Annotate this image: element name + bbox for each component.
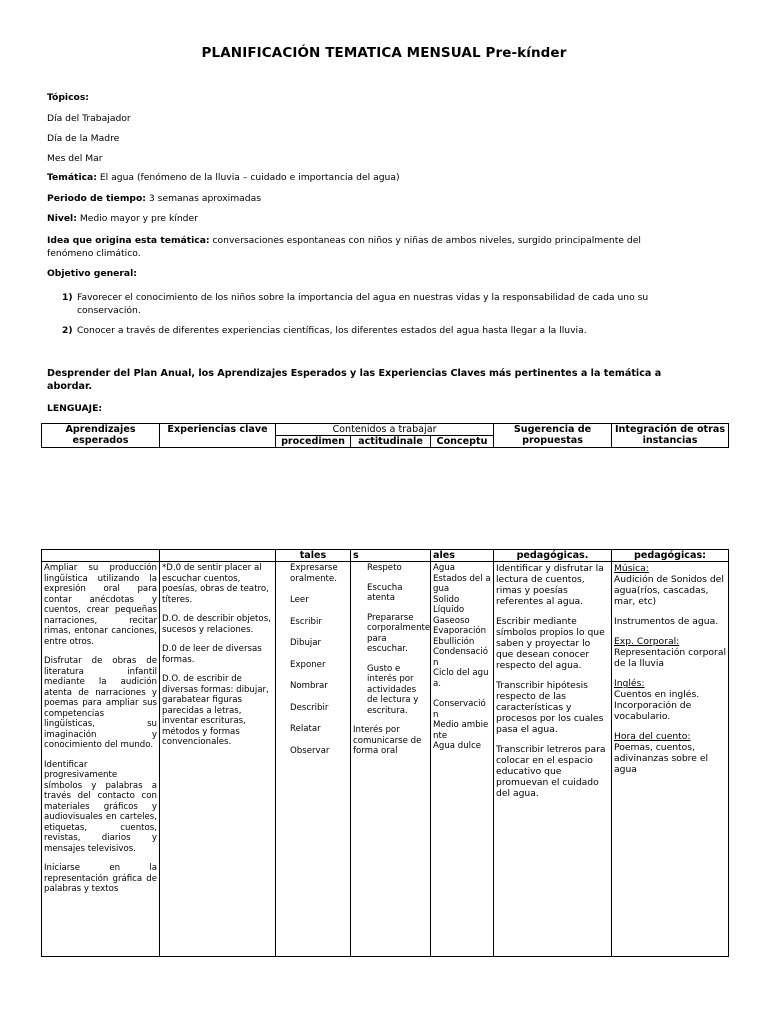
periodo-value: 3 semanas aproximadas bbox=[148, 193, 262, 204]
col-sugerencia-header: Sugerencia de propuestas bbox=[494, 424, 612, 448]
experiencia-item: D.O. de describir objetos, sucesos y relaciones. bbox=[162, 614, 271, 635]
procedimentales-cell bbox=[276, 562, 351, 957]
experiencia-item: *D.0 de sentir placer al escuchar cuentos, poesías, obras de teatro, títeres. bbox=[162, 563, 269, 605]
nivel-value: Medio mayor y pre kínder bbox=[79, 213, 198, 224]
sugerencias-cell bbox=[494, 562, 612, 957]
col-integracion-header: Integración de otras instancias bbox=[612, 424, 729, 448]
col-experiencias-header: Experiencias clave bbox=[160, 424, 276, 448]
col-contenidos-header: Contenidos a trabajar bbox=[276, 424, 494, 436]
objetivo-text: Favorecer el conocimiento de los niños sobre la importancia del agua en nuestras vidas y la responsabilidad de cada uno su conservación. bbox=[77, 292, 649, 316]
procedimental-item: Leer bbox=[290, 595, 309, 605]
idea-paragraph bbox=[47, 234, 687, 260]
aprendizaje-item: Disfrutar de obras de literatura infantil mediante la audición atenta de narraciones y poemas para ampliar sus competencias lingüísticas, su imaginación y conocimiento del mundo. bbox=[44, 656, 157, 750]
col-procedimentales-header-cont: tales bbox=[276, 550, 351, 562]
integracion-heading: Exp. Corporal: bbox=[614, 636, 680, 647]
conceptual-item: Ebullición bbox=[433, 636, 475, 647]
procedimental-item: Expresarse oralmente. bbox=[290, 563, 338, 584]
nivel-label: Nivel: bbox=[47, 213, 77, 224]
procedimental-item: Exponer bbox=[290, 659, 326, 670]
objetivo-number: 2) bbox=[62, 325, 73, 336]
integracion-text: Audición de Sonidos del agua(ríos, cascadas, mar, etc) bbox=[614, 574, 724, 607]
actitudinal-item: Gusto e interés por actividades de lectura y escritura. bbox=[367, 663, 419, 716]
aprendizaje-item: Ampliar su producción lingüística utilizando la expresión oral para contar anécdotas y cuentos, crear pequeñas narraciones, recitar rimas, entonar canciones, entre otros. bbox=[44, 563, 157, 647]
col-aprendizajes-header: Aprendizajes esperados bbox=[42, 424, 160, 448]
col-conceptuales-header-cont: ales bbox=[431, 550, 494, 562]
procedimental-item: Describir bbox=[290, 702, 329, 713]
col-conceptuales-header: Conceptu bbox=[431, 436, 494, 448]
conceptual-item: Ciclo del agua. bbox=[433, 668, 489, 689]
procedimental-item: Nombrar bbox=[290, 681, 328, 691]
conceptual-item: Medio ambiente bbox=[433, 720, 489, 741]
page-title: PLANIFICACIÓN TEMATICA MENSUAL Pre-kínder bbox=[201, 45, 567, 61]
actitudinal-item: Respeto bbox=[367, 563, 402, 573]
objetivo-number: 1) bbox=[62, 292, 73, 303]
header-table bbox=[41, 423, 729, 448]
aprendizajes-cell bbox=[42, 562, 160, 957]
objetivo-label: Objetivo general: bbox=[47, 268, 137, 279]
conceptual-item: Agua bbox=[433, 563, 456, 573]
aprendizaje-item: Identificar progresivamente símbolos y palabras a través del contacto con materiales gráficos y audiovisuales en carteles, etiquetas, cuentos, revistas, diarios y mensajes televisivos. bbox=[44, 759, 157, 854]
integracion-heading: Inglés: bbox=[614, 678, 645, 689]
objetivo-item bbox=[62, 291, 702, 317]
conceptuales-cell bbox=[431, 562, 494, 957]
conceptual-item: Gaseoso bbox=[433, 615, 470, 626]
integracion-cell bbox=[612, 562, 729, 957]
aprendizaje-item: Iniciarse en la representación gráfica de palabras y textos bbox=[44, 863, 157, 894]
integracion-item bbox=[614, 563, 726, 607]
idea-value: conversaciones espontaneas con niños y niñas de ambos niveles, surgido principalmente del fenómeno climático. bbox=[47, 235, 641, 259]
desprender-heading: Desprender del Plan Anual, los Aprendizajes Esperados y las Experiencias Claves más pertinentes a la temática a abordar. bbox=[47, 368, 662, 392]
integracion-item bbox=[614, 616, 726, 627]
integracion-heading: Música: bbox=[614, 563, 649, 574]
periodo-label: Periodo de tiempo: bbox=[47, 193, 146, 204]
actitudinal-item: Interés por comunicarse de forma oral bbox=[353, 725, 422, 756]
col-actitudinales-header: actitudinale bbox=[351, 436, 431, 448]
integracion-text: Instrumentos de agua. bbox=[614, 616, 719, 627]
actitudinales-cell bbox=[351, 562, 431, 957]
conceptual-item: Solido bbox=[433, 594, 460, 605]
col-actitudinales-header-cont: s bbox=[351, 550, 431, 562]
experiencia-item: D.0 de leer de diversas formas. bbox=[162, 644, 262, 665]
integracion-text: Representación corporal de la lluvia bbox=[614, 647, 727, 669]
topicos-label: Tópicos: bbox=[47, 92, 89, 103]
actitudinal-item: Prepararse corporalmente para escuchar. bbox=[367, 612, 431, 654]
conceptual-item: Agua dulce bbox=[433, 741, 482, 751]
conceptual-item: Conservación bbox=[433, 699, 486, 720]
conceptual-item: Estados del agua bbox=[433, 573, 491, 594]
sugerencia-item: Escribir mediante símbolos propios lo que saben y proyectar lo que desean conocer respecto del agua. bbox=[496, 616, 605, 671]
sugerencia-item: Transcribir letreros para colocar en el espacio educativo que promuevan el cuidado del agua. bbox=[496, 744, 606, 799]
procedimental-item: Observar bbox=[290, 745, 330, 756]
actitudinal-item: Escucha atenta bbox=[367, 582, 403, 603]
sugerencia-item: Transcribir hipótesis respecto de las características y procesos por los cuales pasa el agua. bbox=[496, 680, 604, 735]
lenguaje-heading: LENGUAJE: bbox=[47, 403, 103, 414]
integracion-heading: Hora del cuento: bbox=[614, 731, 691, 742]
nivel-line bbox=[47, 213, 198, 224]
integracion-item bbox=[614, 678, 726, 722]
procedimental-item: Escribir bbox=[290, 616, 322, 627]
tematica-label: Temática: bbox=[47, 172, 97, 183]
tematica-line bbox=[47, 172, 400, 183]
conceptual-item: Condensación bbox=[433, 647, 489, 668]
integracion-text: Cuentos en inglés. Incorporación de vocabulario. bbox=[614, 689, 700, 722]
procedimental-item: Relatar bbox=[290, 724, 321, 734]
col-sugerencia-header-cont: pedagógicas. bbox=[494, 550, 612, 562]
conceptual-item: Líquido bbox=[433, 605, 465, 615]
periodo-line bbox=[47, 193, 261, 204]
topico-item: Mes del Mar bbox=[47, 153, 103, 164]
topico-item: Día de la Madre bbox=[47, 133, 120, 144]
sugerencia-item: Identificar y disfrutar la lectura de cuentos, rimas y poesías referentes al agua. bbox=[496, 563, 604, 607]
integracion-item bbox=[614, 636, 726, 669]
idea-label: Idea que origina esta temática: bbox=[47, 235, 210, 246]
col-procedimentales-header: procedimen bbox=[276, 436, 351, 448]
tematica-value: El agua (fenómeno de la lluvia – cuidado e importancia del agua) bbox=[99, 172, 400, 183]
experiencias-cell bbox=[160, 562, 276, 957]
col-integracion-header-cont: pedagógicas: bbox=[612, 550, 729, 562]
conceptual-item: Evaporación bbox=[433, 626, 487, 636]
topico-item: Día del Trabajador bbox=[47, 113, 131, 124]
objetivo-item bbox=[62, 324, 702, 337]
content-table bbox=[41, 549, 729, 957]
procedimental-item: Dibujar bbox=[290, 638, 322, 648]
objetivo-text: Conocer a través de diferentes experiencias científicas, los diferentes estados del agua hasta llegar a la lluvia. bbox=[77, 325, 587, 336]
integracion-text: Poemas, cuentos, adivinanzas sobre el agua bbox=[614, 742, 709, 775]
experiencia-item: D.O. de escribir de diversas formas: dibujar, garabatear figuras parecidas a letras, inventar escrituras, métodos y formas convencionales. bbox=[162, 674, 269, 747]
integracion-item bbox=[614, 731, 726, 775]
